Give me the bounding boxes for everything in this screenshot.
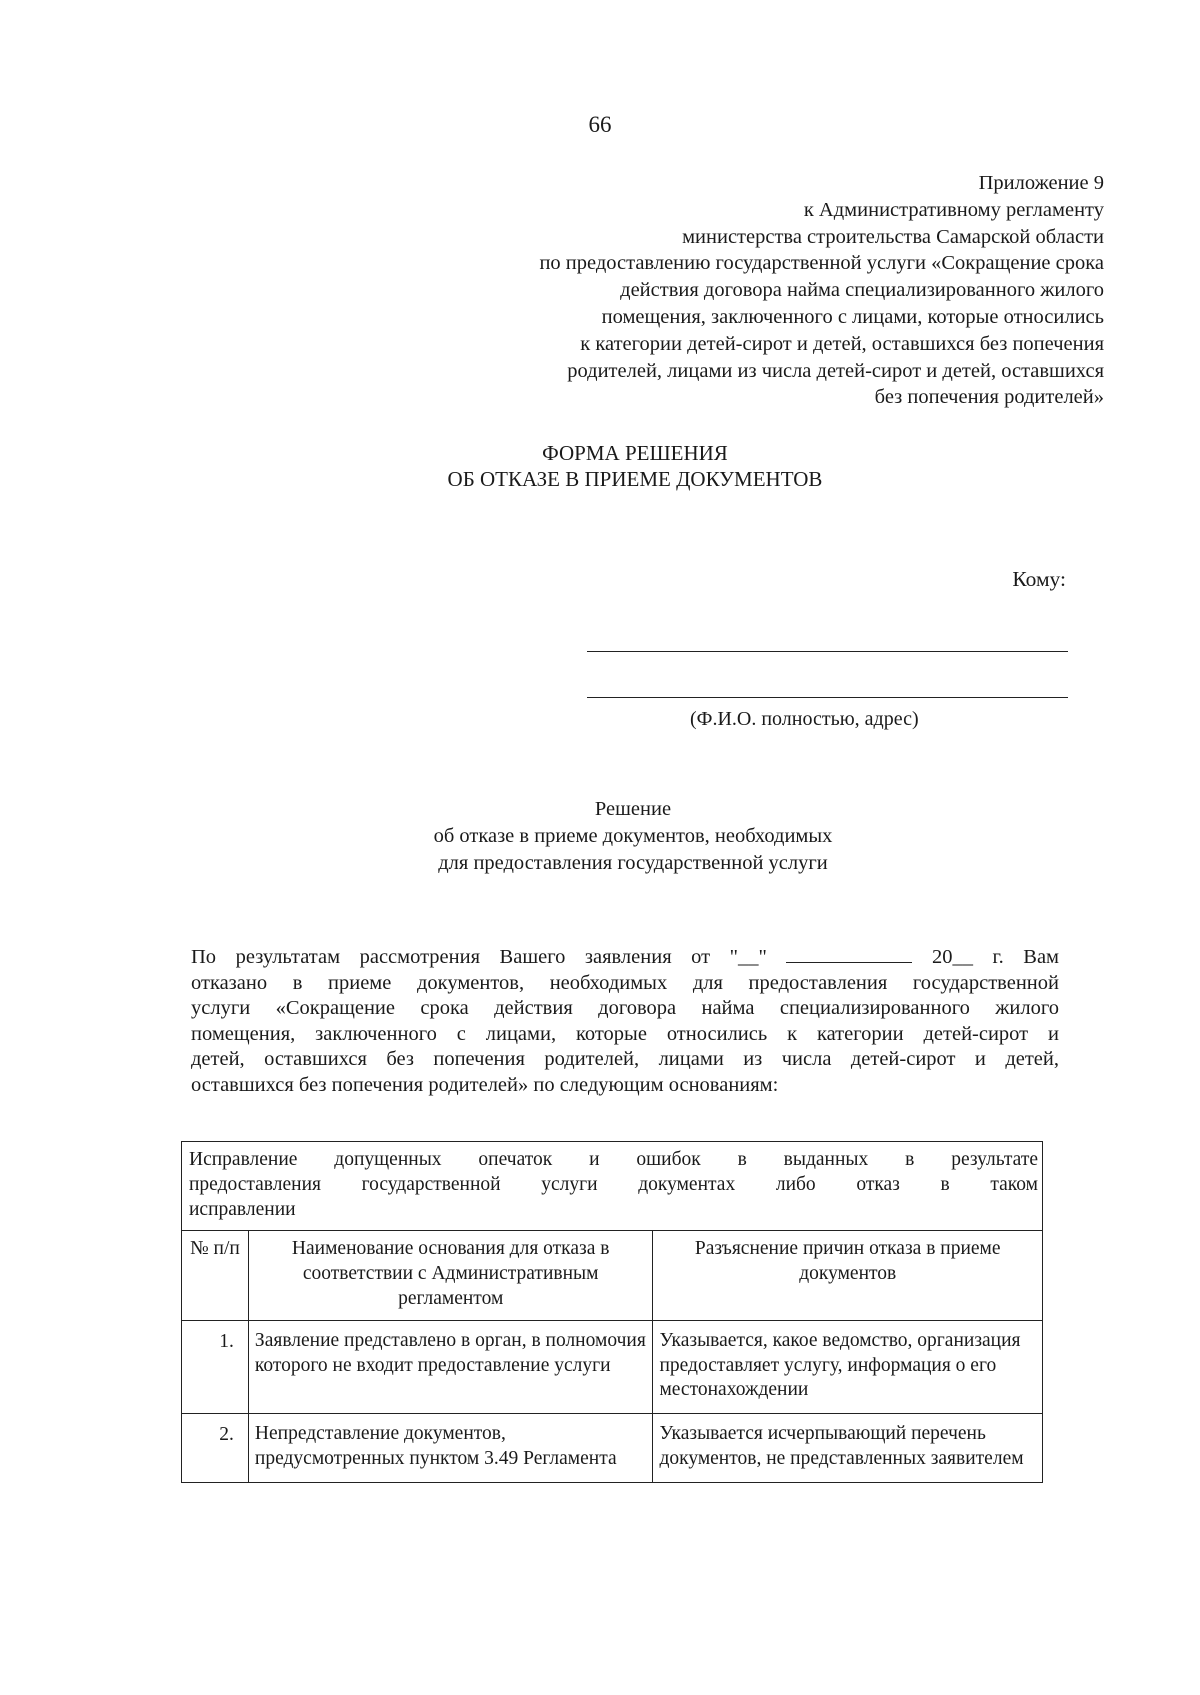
header-num: № п/п (182, 1231, 249, 1320)
appendix-line: министерства строительства Самарской области (682, 225, 1104, 248)
body-line: помещения, заключенного с лицами, которые относились к категории детей-сирот и (191, 1022, 1059, 1045)
refusal-grounds-table (181, 1141, 1043, 1483)
appendix-line: Приложение 9 (978, 172, 1104, 194)
table-row (182, 1414, 1043, 1483)
appendix-line: к категории детей-сирот и детей, оставшихся без попечения (580, 332, 1104, 355)
recipient-hint: (Ф.И.О. полностью, адрес) (690, 708, 919, 730)
table-caption-row (182, 1142, 1043, 1231)
date-month-blank (786, 944, 912, 963)
body-line: оставшихся без попечения родителей» по следующим основаниям: (191, 1073, 779, 1096)
caption-line: предоставления государственной услуги документах либо отказ в таком (189, 1173, 1038, 1195)
appendix-header (344, 170, 1104, 411)
appendix-line: помещения, заключенного с лицами, которые относились (601, 305, 1104, 328)
page-number: 66 (588, 112, 612, 137)
table-header-row (182, 1231, 1043, 1320)
decision-title (0, 796, 1200, 877)
decision-title-line: Решение (594, 798, 672, 820)
caption-line: Исправление допущенных опечаток и ошибок в выданных в результате (189, 1149, 1038, 1170)
row-basis: Заявление представлено в орган, в полномочия которого не входит предоставление услуги (248, 1320, 653, 1413)
form-title-line: ФОРМА РЕШЕНИЯ (542, 441, 728, 465)
recipient-address-line (587, 697, 1068, 698)
appendix-line: родителей, лицами из числа детей-сирот и детей, оставшихся (567, 359, 1104, 382)
body-line-prefix: По результатам рассмотрения Вашего заявления от "__" (191, 946, 767, 968)
header-explanation: Разъяснение причин отказа в приеме документов (653, 1231, 1043, 1320)
recipient-label: Кому: (1012, 567, 1066, 591)
table-row (182, 1320, 1043, 1413)
body-line (191, 944, 1059, 971)
caption-line: исправлении (189, 1198, 296, 1220)
body-line: детей, оставшихся без попечения родителей, лицами из числа детей-сирот и детей, (191, 1048, 1059, 1071)
body-line: отказано в приеме документов, необходимых для предоставления государственной (191, 971, 1059, 994)
header-basis: Наименование основания для отказа в соответствии с Административным регламентом (248, 1231, 653, 1320)
recipient-name-line (587, 651, 1068, 652)
row-explanation: Указывается, какое ведомство, организация предоставляет услугу, информация о его местонахождении (653, 1320, 1043, 1413)
decision-body (191, 944, 1059, 1099)
row-num: 1. (182, 1320, 249, 1413)
row-explanation: Указывается исчерпывающий перечень документов, не представленных заявителем (653, 1414, 1043, 1483)
body-line: услуги «Сокращение срока действия договора найма специализированного жилого (191, 997, 1059, 1020)
form-title-line: ОБ ОТКАЗЕ В ПРИЕМЕ ДОКУМЕНТОВ (447, 467, 823, 491)
appendix-line: к Административному регламенту (803, 198, 1104, 221)
row-num: 2. (182, 1414, 249, 1483)
appendix-line: действия договора найма специализированного жилого (620, 279, 1104, 302)
appendix-line: без попечения родителей» (874, 386, 1104, 409)
row-basis: Непредставление документов, предусмотренных пунктом 3.49 Регламента (248, 1414, 653, 1483)
decision-title-line: для предоставления государственной услуги (438, 852, 828, 874)
form-title (0, 440, 1200, 492)
body-line-suffix: 20__ г. Вам (931, 946, 1060, 968)
table-caption (182, 1142, 1043, 1231)
appendix-line: по предоставлению государственной услуги «Сокращение срока (539, 252, 1104, 275)
decision-title-line: об отказе в приеме документов, необходимых (433, 825, 833, 847)
